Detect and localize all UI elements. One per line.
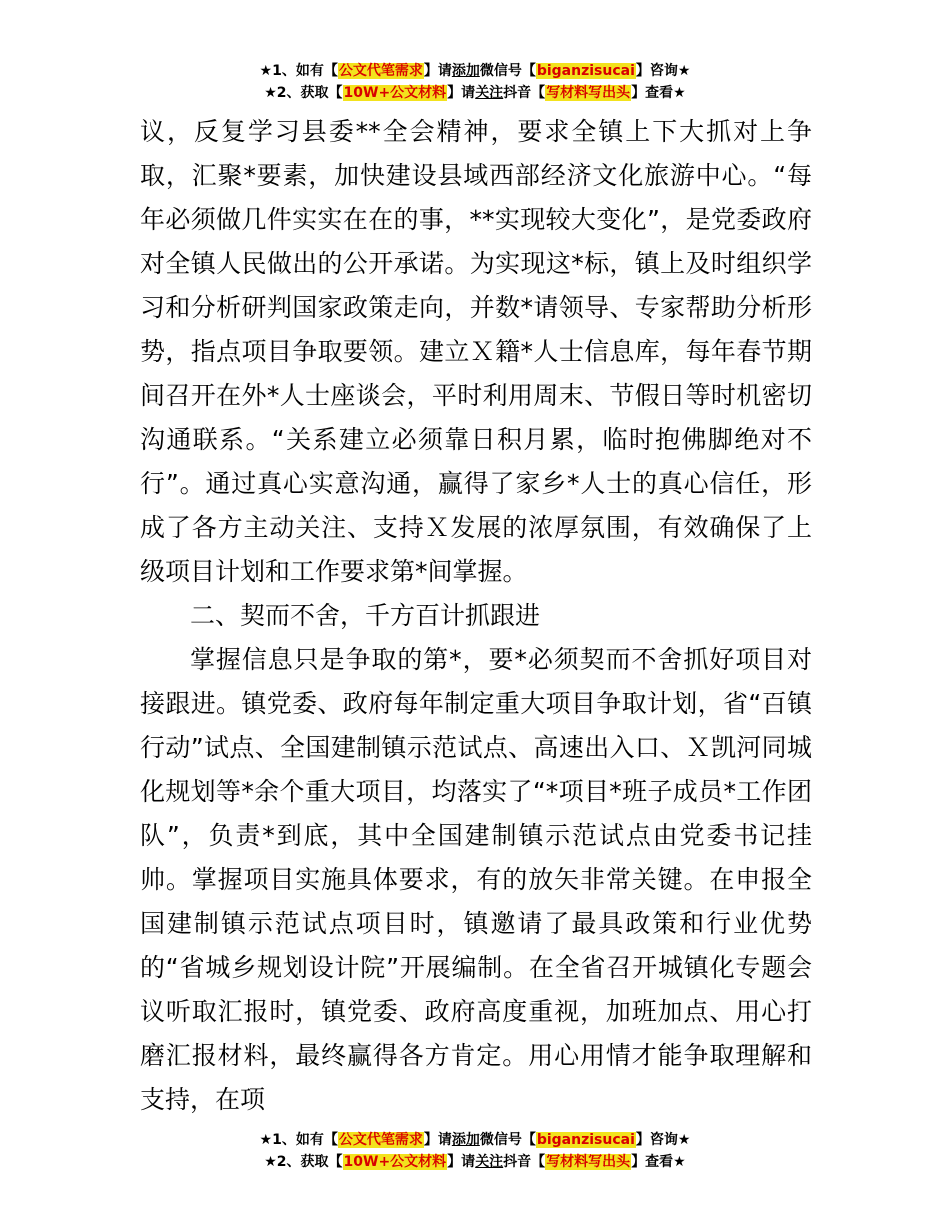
banner-text: 】咨询★ <box>635 1132 691 1148</box>
banner-underlined: 添加 <box>451 63 480 79</box>
banner-text: 微信号【 <box>479 1132 536 1148</box>
banner-highlight: 10W+公文材料 <box>343 85 447 101</box>
banner-text: 抖音【 <box>503 85 546 101</box>
banner-highlight: 公文代笔需求 <box>338 1132 423 1148</box>
banner-line-2 <box>0 1151 950 1173</box>
banner-text: 】请 <box>447 1154 476 1170</box>
footer-banner <box>0 1129 950 1173</box>
banner-text: 】请 <box>447 85 476 101</box>
banner-highlight: 10W+公文材料 <box>343 1154 447 1170</box>
document-body <box>140 110 812 1122</box>
banner-text: ★2、获取【 <box>264 85 343 101</box>
banner-text: 】查看★ <box>631 1154 686 1170</box>
banner-text: 】查看★ <box>631 85 686 101</box>
banner-text: ★1、如有【 <box>259 1132 338 1148</box>
banner-line-1 <box>0 60 950 82</box>
paragraph: 议，反复学习县委**全会精神，要求全镇上下大抓对上争取，汇聚*要素，加快建设县域西部经济文化旅游中心。“每年必须做几件实实在在的事，**实现较大变化”，是党委政府对全镇人民做出的公开承诺。为实现这*标，镇上及时组织学习和分析研判国家政策走向，并数*请领导、专家帮助分析形势，指点项目争取要领。建立Ｘ籍*人士信息库，每年春节期间召开在外*人士座谈会，平时利用周末、节假日等时机密切沟通联系。“关系建立必须靠日积月累，临时抱佛脚绝对不行”。通过真心实意沟通，赢得了家乡*人士的真心信任，形成了各方主动关注、支持Ｘ发展的浓厚氛围，有效确保了上级项目计划和工作要求第*间掌握。 <box>140 117 812 586</box>
banner-text: 抖音【 <box>503 1154 546 1170</box>
banner-line-1 <box>0 1129 950 1151</box>
banner-underlined: 关注 <box>475 1154 504 1170</box>
banner-highlight: 公文代笔需求 <box>338 63 423 79</box>
paragraph: 掌握信息只是争取的第*，要*必须契而不舍抓好项目对接跟进。镇党委、政府每年制定重大项目争取计划，省“百镇行动”试点、全国建制镇示范试点、高速出入口、Ｘ凯河同城化规划等*余个重大项目，均落实了“*项目*班子成员*工作团队”，负责*到底，其中全国建制镇示范试点由党委书记挂帅。掌握项目实施具体要求，有的放矢非常关键。在申报全国建制镇示范试点项目时，镇邀请了最具政策和行业优势的“省城乡规划设计院”开展编制。在全省召开城镇化专题会议听取汇报时，镇党委、政府高度重视，加班加点、用心打磨汇报材料，最终赢得各方肯定。用心用情才能争取理解和支持，在项 <box>140 645 812 1114</box>
banner-underlined: 关注 <box>475 85 504 101</box>
banner-highlight: 写材料写出头 <box>546 1154 631 1170</box>
banner-underlined: 添加 <box>451 1132 480 1148</box>
banner-highlight: biganzisucai <box>536 1132 635 1148</box>
banner-text: ★1、如有【 <box>259 63 338 79</box>
banner-text: ★2、获取【 <box>264 1154 343 1170</box>
banner-line-2 <box>0 82 950 104</box>
banner-text: 微信号【 <box>479 63 536 79</box>
banner-highlight: biganzisucai <box>536 63 635 79</box>
banner-text: 】咨询★ <box>635 63 691 79</box>
header-banner <box>0 60 950 104</box>
section-heading: 二、契而不舍，千方百计抓跟进 <box>190 601 541 630</box>
banner-highlight: 写材料写出头 <box>546 85 631 101</box>
banner-text: 】请 <box>423 63 452 79</box>
banner-text: 】请 <box>423 1132 452 1148</box>
